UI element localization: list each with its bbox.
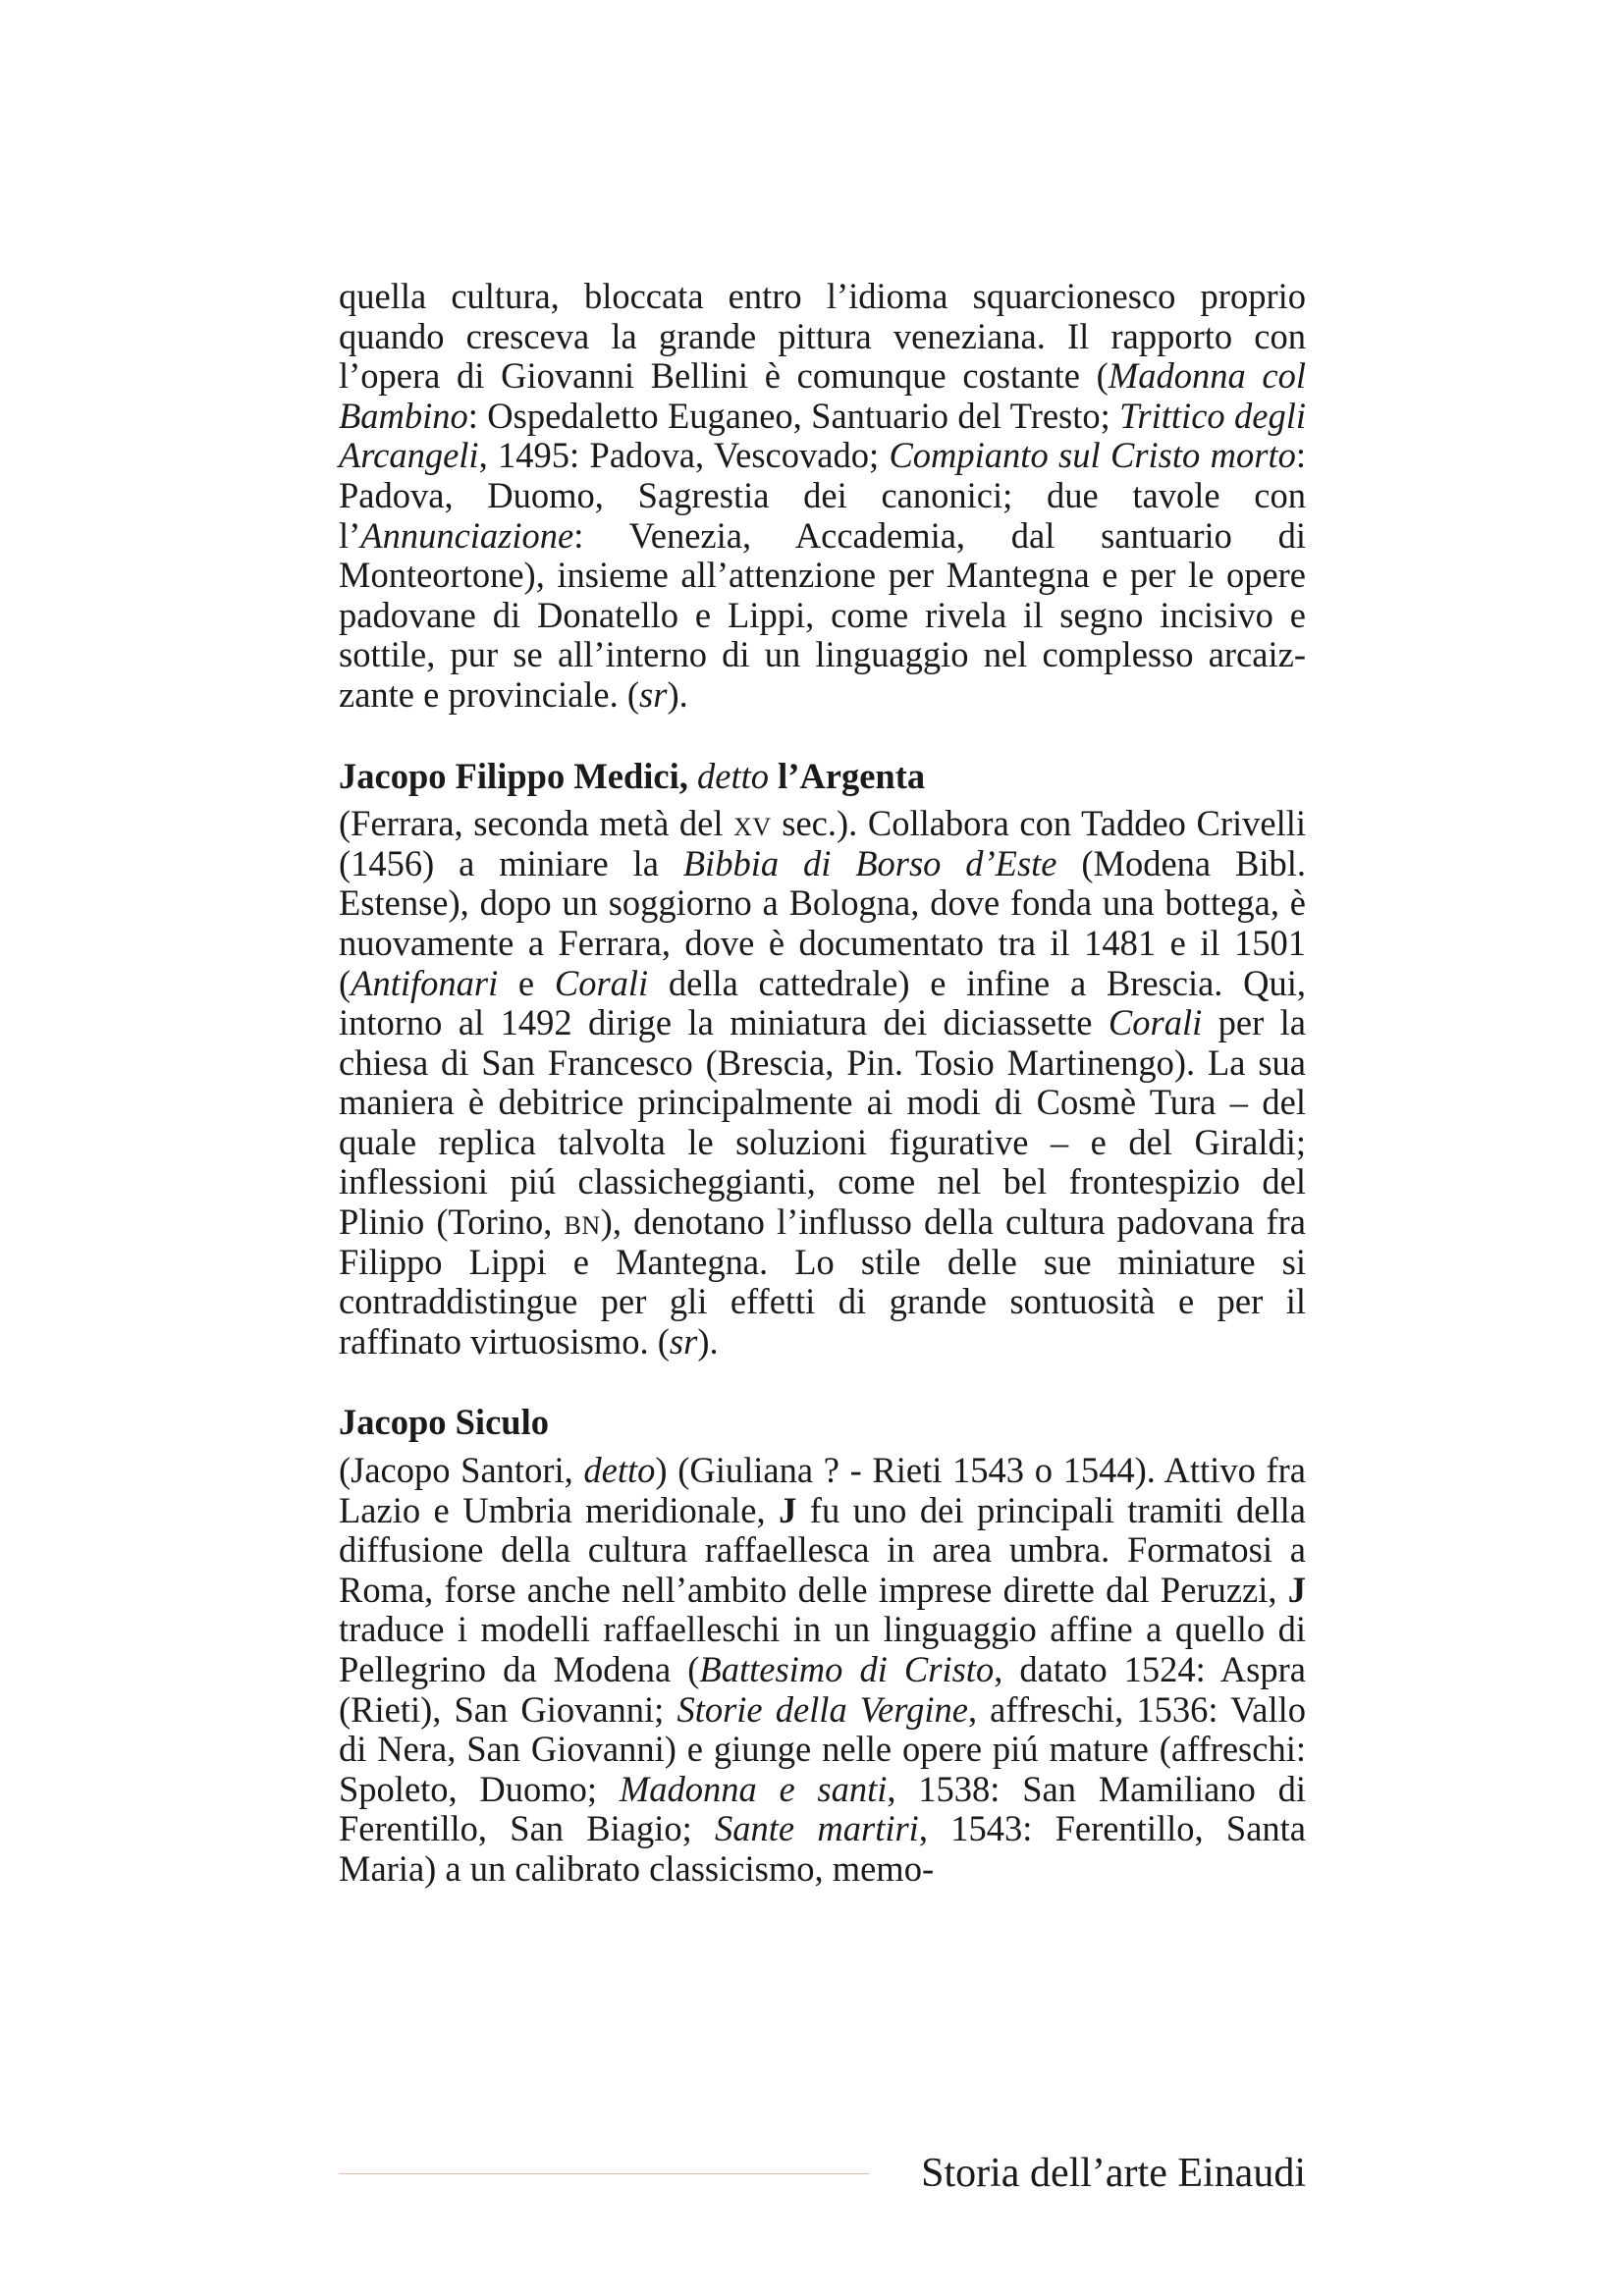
entry-siculo — [339, 1403, 1306, 1889]
entry-heading: Jacopo Siculo — [339, 1402, 549, 1443]
footer-rule — [339, 2173, 869, 2174]
entry-heading: Jacopo Filippo Medici, detto l’Argenta — [339, 755, 926, 796]
entry-paragraph: (Ferrara, seconda metà del xv sec.). Collabora con Taddeo Crivelli (1456) a miniare la Bibbia di Borso d’Este (Modena Bibl. Estense), dopo un soggiorno a Bologna, dove fonda una bottega, è nuovamente a Ferrara, dove è documentato tra il 1481 e il 1501 (Antifonari e Corali della cattedrale) e infine a Brescia. Qui, intorno al 1492 dirige la miniatura dei diciassette Corali per la chiesa di San Francesco (Brescia, Pin. Tosio Martinengo). La sua maniera è debitrice principalmente ai modi di Cosmè Tura – del quale replica talvolta le soluzioni figurative – e del Giraldi; inflessioni piú classicheggianti, come nel bel frontespizio del Plinio (Torino, bn), denotano l’influsso della cultura padovana fra Filippo Lippi e Mantegna. Lo stile delle sue miniature si contraddistingue per gli effetti di grande sontuosità e per il raffinato virtuosismo. (sr). — [339, 803, 1307, 1362]
entry-paragraph: (Jacopo Santori, detto) (Giuliana ? - Rieti 1543 o 1544). Attivo fra Lazio e Umbria meridionale, J fu uno dei principali tramiti della diffusione della cultura raffaellesca in area umbra. Formatosi a Roma, forse anche nell’ambito delle imprese dirette dal Peruzzi, J traduce i modelli raffaelleschi in un linguaggio affine a quello di Pellegrino da Modena (Battesimo di Cristo, datato 1524: Aspra (Rieti), San Giovanni; Storie della Vergine, affreschi, 1536: Vallo di Nera, San Giovanni) e giunge nelle opere piú mature (affreschi: Spoleto, Duomo; Madonna e santi, 1538: San Mamiliano di Ferentillo, San Biagio; Sante martiri, 1543: Ferentillo, Santa Maria) a un calibrato classicismo, memo- — [339, 1450, 1307, 1889]
entry-continued-paragraph: quella cultura, bloccata entro l’idioma squarcionesco proprio quando cresceva la grande pittura veneziana. Il rapporto con l’opera di Giovanni Bellini è comunque costante (Madonna col Bambino: Ospedaletto Euganeo, Santuario del Tresto; Trittico degli Arcangeli, 1495: Padova, Vescovado; Compianto sul Cristo morto: Padova, Duomo, Sagrestia dei canonici; due tavole con l’Annunciazione: Venezia, Accademia, dal santuario di Monteortone), insieme all’attenzione per Mantegna e per le opere padovane di Donatello e Lippi, come rivela il segno incisivo e sottile, pur se all’interno di un linguaggio nel complesso arcaizzante e provinciale. (sr). — [339, 276, 1306, 715]
footer-title: Storia dell’arte Einaudi — [921, 2151, 1306, 2196]
entry-medici — [339, 757, 1306, 1362]
page-body — [339, 277, 1306, 1890]
